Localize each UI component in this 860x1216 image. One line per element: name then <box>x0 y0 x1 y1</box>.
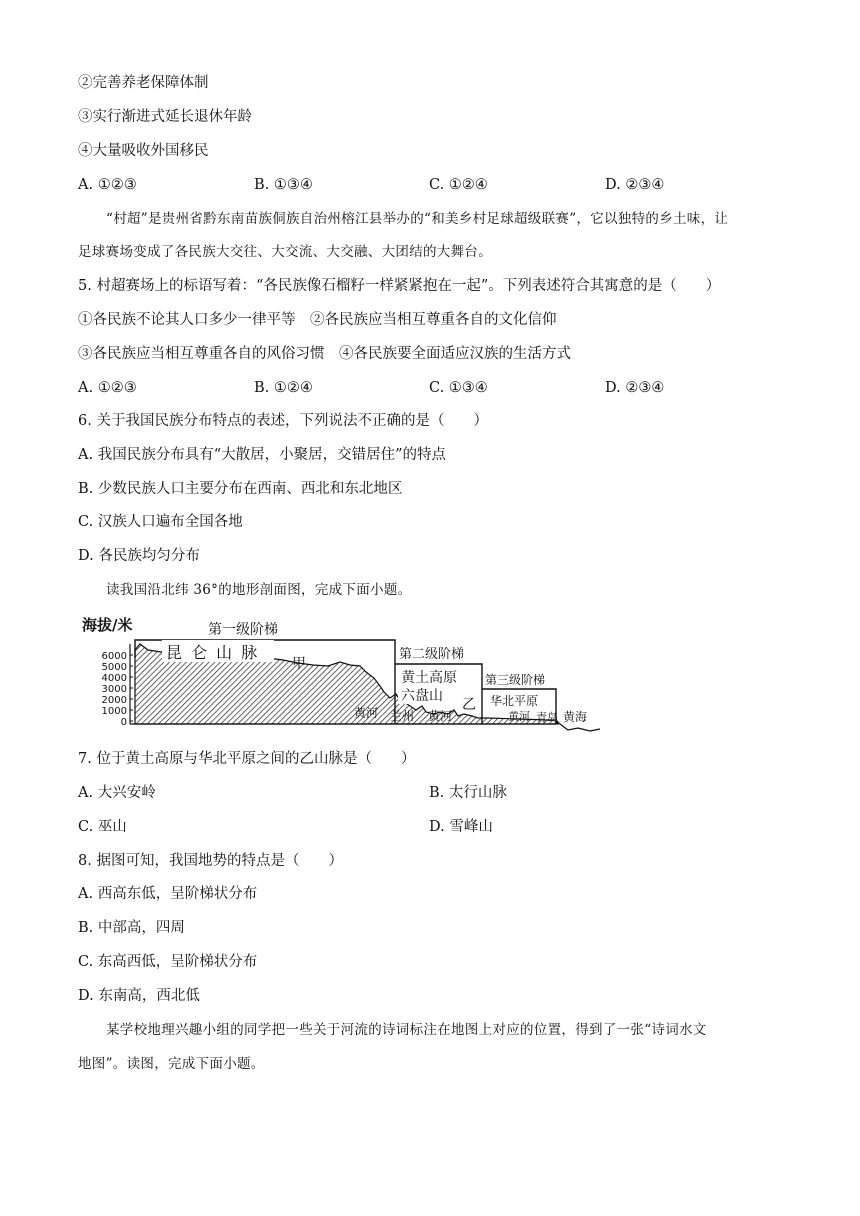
q8-option-a: A. 西高东低，呈阶梯状分布 <box>78 886 258 902</box>
q8-option-b: B. 中部高，四周 <box>78 920 185 936</box>
q6-option-b: B. 少数民族人口主要分布在西南、西北和东北地区 <box>78 481 403 497</box>
y-tick-3000: 3000 <box>101 684 127 695</box>
y-tick-0: 0 <box>120 717 127 728</box>
q8-stem: 8. 据图可知，我国地势的特点是（ ） <box>78 853 343 869</box>
q5-stem: 5. 村超赛场上的标语写着：“各民族像石榴籽一样紧紧抱在一起”。下列表述符合其寓意的是（ ） <box>78 278 721 294</box>
passage-cunchao-line1: “村超”是贵州省黔东南苗族侗族自治州榕江县举办的“和美乡村足球超级联赛”，它以独特的乡土味，让 <box>106 211 729 227</box>
label-north-plain: 华北平原 <box>490 694 539 708</box>
y-ticks <box>102 651 127 728</box>
y-tick-1000: 1000 <box>101 706 127 717</box>
label-lanzhou: 兰州 <box>390 709 415 723</box>
q5-option-b: B. ①②④ <box>254 380 313 396</box>
q5-items-line1: ①各民族不论其人口多少一律平等 ②各民族应当相互尊重各自的文化信仰 <box>78 312 557 328</box>
q5-option-d: D. ②③④ <box>605 380 665 396</box>
q4-item-4: ④大量吸收外国移民 <box>78 143 209 159</box>
q4-option-c: C. ①②④ <box>429 177 488 193</box>
q7-option-b: B. 太行山脉 <box>429 785 507 801</box>
label-jia: 甲 <box>292 656 306 672</box>
label-yellow-sea: 黄海 <box>563 710 588 724</box>
label-huanghe-1: 黄河 <box>354 706 379 720</box>
q5-option-c: C. ①③④ <box>429 380 488 396</box>
terrain-profile-figure <box>78 606 608 736</box>
label-yi: 乙 <box>462 697 476 713</box>
y-tick-4000: 4000 <box>101 673 127 684</box>
q7-option-a: A. 大兴安岭 <box>78 785 156 801</box>
profile-intro: 读我国沿北纬 36°的地形剖面图，完成下面小题。 <box>106 582 412 598</box>
q7-option-d: D. 雪峰山 <box>429 819 493 835</box>
label-step1: 第一级阶梯 <box>208 622 278 638</box>
q6-option-d: D. 各民族均匀分布 <box>78 548 200 564</box>
y-tick-5000: 5000 <box>101 662 127 673</box>
passage-poem-line2: 地图”。读图，完成下面小题。 <box>78 1056 265 1072</box>
label-huanghe-2: 黄河 <box>428 709 453 723</box>
q7-stem: 7. 位于黄土高原与华北平原之间的乙山脉是（ ） <box>78 751 416 767</box>
y-tick-2000: 2000 <box>101 695 127 706</box>
label-qingdao: 青岛 <box>536 711 558 724</box>
q4-item-2: ②完善养老保障体制 <box>78 75 209 91</box>
label-kunlun: 昆 仑 山 脉 <box>166 643 260 662</box>
passage-cunchao-line2: 足球赛场变成了各民族大交往、大交流、大交融、大团结的大舞台。 <box>78 244 492 260</box>
label-loess: 黄土高原 <box>401 670 457 686</box>
label-step2: 第二级阶梯 <box>399 647 465 662</box>
q7-option-c: C. 巫山 <box>78 819 127 835</box>
y-axis-label: 海拔/米 <box>82 616 133 634</box>
q6-stem: 6. 关于我国民族分布特点的表述，下列说法不正确的是（ ） <box>78 413 488 429</box>
passage-poem-line1: 某学校地理兴趣小组的同学把一些关于河流的诗词标注在地图上对应的位置，得到了一张“诗词水文 <box>106 1022 707 1038</box>
label-liupan: 六盘山 <box>401 688 443 704</box>
terrain-profile-svg <box>78 606 608 736</box>
y-tick-6000: 6000 <box>101 651 127 662</box>
q4-option-d: D. ②③④ <box>605 177 665 193</box>
q6-option-a: A. 我国民族分布具有“大散居，小聚居，交错居住”的特点 <box>78 447 447 463</box>
q5-option-a: A. ①②③ <box>78 380 137 396</box>
label-step3: 第三级阶梯 <box>485 673 546 687</box>
q4-option-b: B. ①③④ <box>254 177 313 193</box>
q8-option-d: D. 东南高，西北低 <box>78 988 200 1004</box>
q4-item-3: ③实行渐进式延长退休年龄 <box>78 109 252 125</box>
q5-items-line2: ③各民族应当相互尊重各自的风俗习惯 ④各民族要全面适应汉族的生活方式 <box>78 346 571 362</box>
q8-option-c: C. 东高西低，呈阶梯状分布 <box>78 954 258 970</box>
label-huanghe-3: 黄河 <box>508 710 530 723</box>
q6-option-c: C. 汉族人口遍布全国各地 <box>78 514 243 530</box>
q4-option-a: A. ①②③ <box>78 177 137 193</box>
